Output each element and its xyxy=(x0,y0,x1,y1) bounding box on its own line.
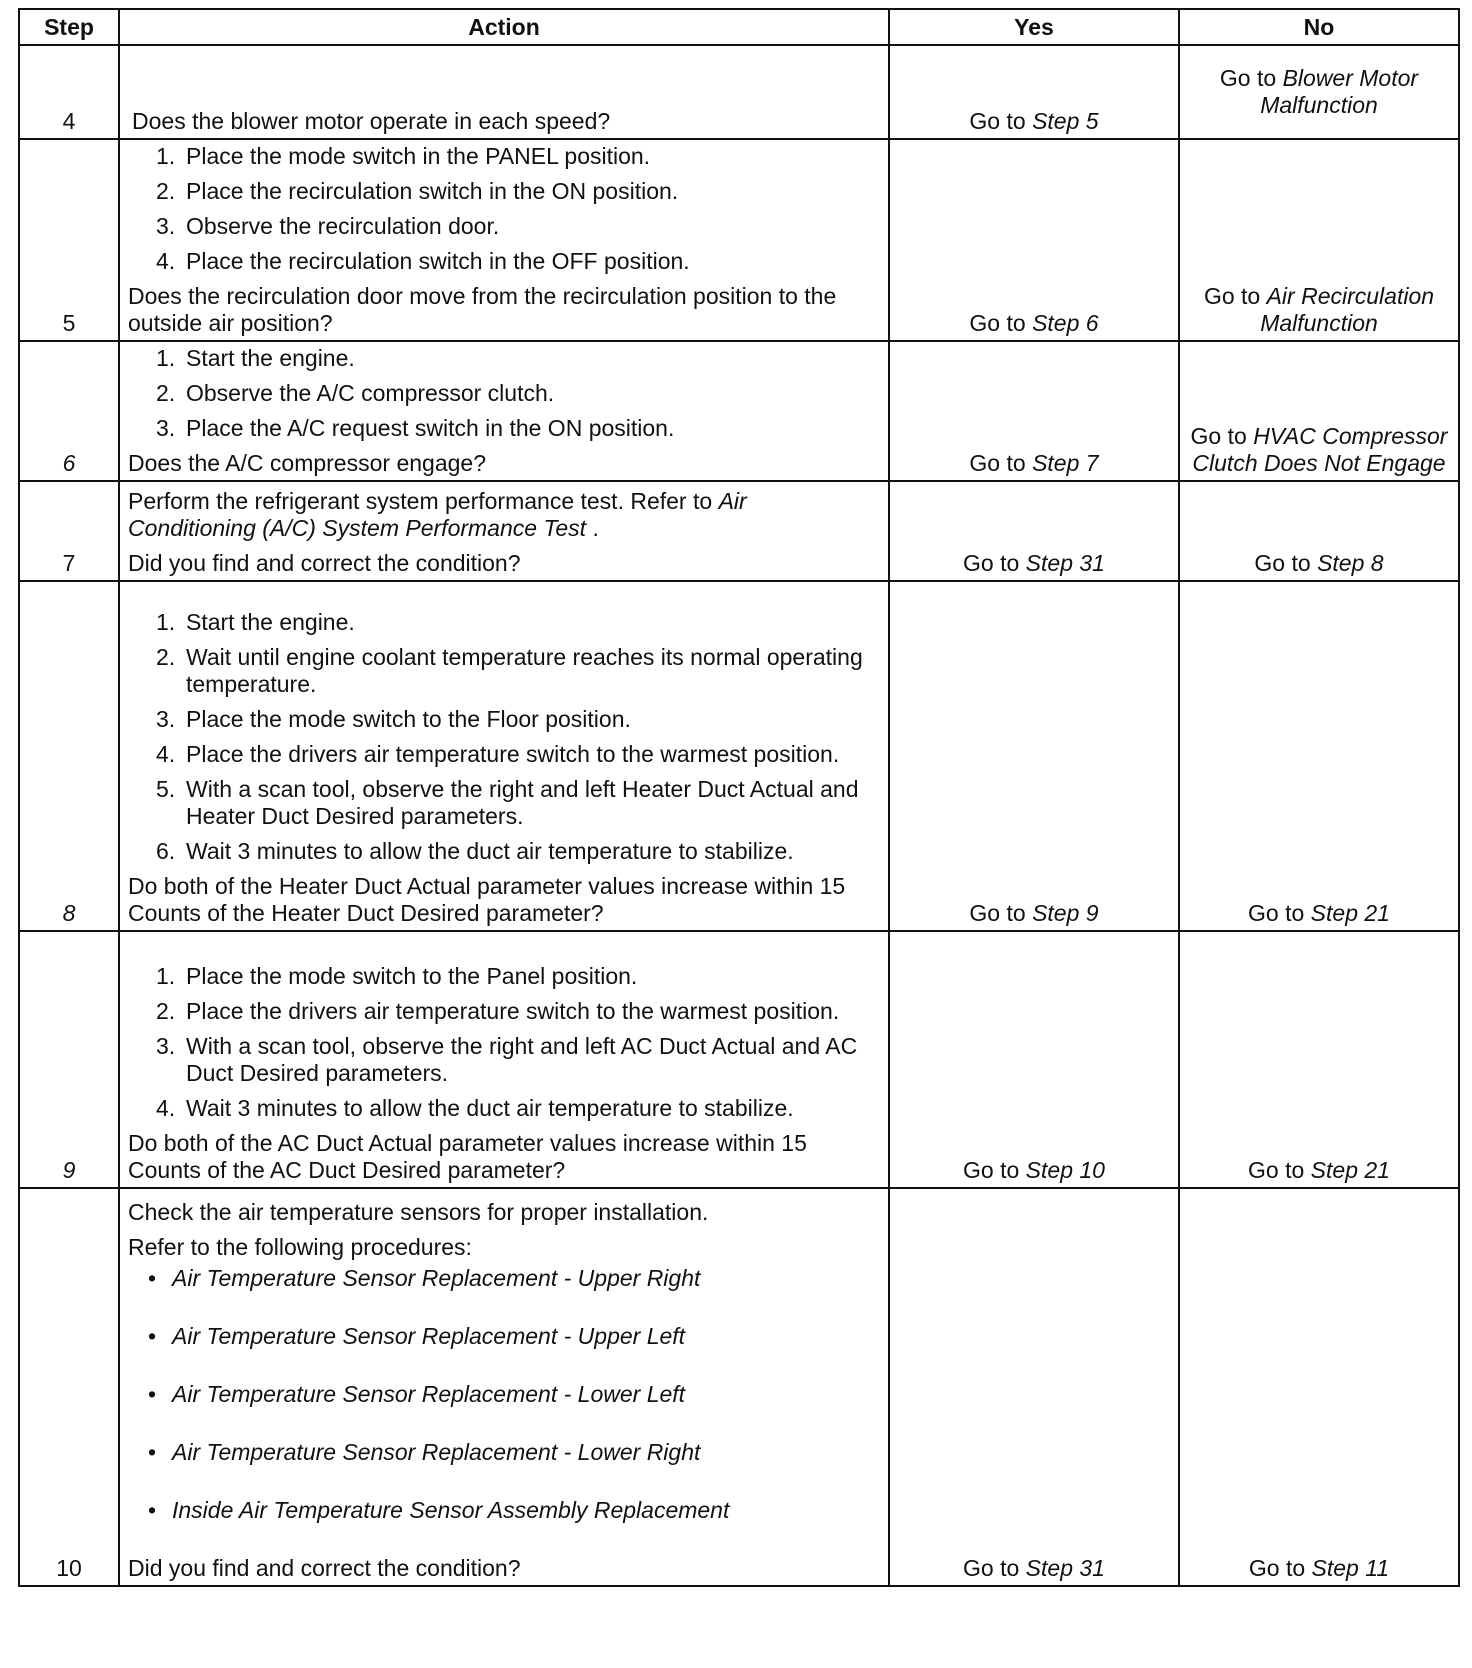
action-cell xyxy=(119,341,889,481)
action-question: Did you find and correct the condition? xyxy=(128,1555,521,1581)
yes-cell xyxy=(889,139,1179,341)
yes-ref-link[interactable]: Step 7 xyxy=(1032,450,1099,476)
no-ref-link[interactable]: Air Recirculation Malfunction xyxy=(1260,283,1435,336)
action-cell xyxy=(119,931,889,1188)
table-row xyxy=(19,139,1459,341)
no-cell xyxy=(1179,139,1459,341)
no-ref-link[interactable]: Step 21 xyxy=(1310,900,1390,926)
list-item: 4. Place the recirculation switch in the OFF position. xyxy=(156,248,690,274)
action-cell xyxy=(119,139,889,341)
step-number: 7 xyxy=(19,481,119,581)
action-question: Did you find and correct the condition? xyxy=(128,550,521,576)
procedure-link[interactable]: Inside Air Temperature Sensor Assembly Replacement xyxy=(172,1497,730,1523)
step-number: 10 xyxy=(19,1188,119,1586)
step-number: 4 xyxy=(19,45,119,139)
action-question: Does the blower motor operate in each speed? xyxy=(132,108,611,134)
yes-prefix: Go to xyxy=(963,550,1026,576)
header-action: Action xyxy=(119,9,889,45)
action-question: Do both of the AC Duct Actual parameter values increase within 15 Counts of the AC Duct Desired parameter? xyxy=(128,1130,807,1183)
header-yes: Yes xyxy=(889,9,1179,45)
no-cell xyxy=(1179,481,1459,581)
action-cell xyxy=(119,1188,889,1586)
action-list xyxy=(128,143,880,275)
no-prefix: Go to xyxy=(1248,900,1311,926)
action-list xyxy=(128,609,880,865)
no-ref-link[interactable]: HVAC Compressor Clutch Does Not Engage xyxy=(1192,423,1448,476)
yes-ref-link[interactable]: Step 31 xyxy=(1025,550,1105,576)
action-line: Check the air temperature sensors for proper installation. xyxy=(128,1199,709,1225)
list-item: 1. Place the mode switch to the Panel position. xyxy=(156,963,638,989)
yes-cell xyxy=(889,931,1179,1188)
list-item: 2. Wait until engine coolant temperature reaches its normal operating temperature. xyxy=(156,644,863,697)
header-no: No xyxy=(1179,9,1459,45)
action-question: Does the recirculation door move from the recirculation position to the outside air position? xyxy=(128,283,837,336)
yes-cell xyxy=(889,481,1179,581)
list-item: 2. Observe the A/C compressor clutch. xyxy=(156,380,555,406)
list-item: 1. Place the mode switch in the PANEL position. xyxy=(156,143,651,169)
list-item: 3. Place the A/C request switch in the ON position. xyxy=(156,415,675,441)
action-lead: Perform the refrigerant system performance test. Refer to Air Conditioning (A/C) System Performance Test . xyxy=(128,488,747,541)
step-number: 8 xyxy=(19,581,119,931)
list-item: • Air Temperature Sensor Replacement - Upper Right xyxy=(148,1265,701,1291)
procedure-list xyxy=(128,1265,880,1524)
yes-ref-link[interactable]: Step 9 xyxy=(1032,900,1099,926)
header-row xyxy=(19,9,1459,45)
yes-cell xyxy=(889,341,1179,481)
list-item: 2. Place the drivers air temperature switch to the warmest position. xyxy=(156,998,840,1024)
table-row xyxy=(19,481,1459,581)
no-cell xyxy=(1179,45,1459,139)
yes-cell xyxy=(889,581,1179,931)
list-item: 1. Start the engine. xyxy=(156,345,355,371)
table-row xyxy=(19,1188,1459,1586)
yes-ref-link[interactable]: Step 5 xyxy=(1032,108,1099,134)
table-row xyxy=(19,45,1459,139)
list-item: 2. Place the recirculation switch in the ON position. xyxy=(156,178,679,204)
no-cell xyxy=(1179,1188,1459,1586)
yes-prefix: Go to xyxy=(969,108,1033,134)
step-number: 9 xyxy=(19,931,119,1188)
yes-prefix: Go to xyxy=(969,900,1033,926)
list-item: 3. Place the mode switch to the Floor position. xyxy=(156,706,631,732)
action-cell xyxy=(119,481,889,581)
list-item: • Inside Air Temperature Sensor Assembly Replacement xyxy=(148,1497,730,1523)
yes-ref-link[interactable]: Step 6 xyxy=(1032,310,1099,336)
action-cell xyxy=(119,45,889,139)
table-row xyxy=(19,581,1459,931)
no-ref-link[interactable]: Step 11 xyxy=(1311,1555,1390,1581)
no-ref-link[interactable]: Step 8 xyxy=(1317,550,1384,576)
no-cell xyxy=(1179,931,1459,1188)
table-row xyxy=(19,931,1459,1188)
yes-cell xyxy=(889,1188,1179,1586)
yes-prefix: Go to xyxy=(963,1555,1026,1581)
no-ref-link[interactable]: Blower Motor Malfunction xyxy=(1260,65,1419,118)
procedure-link[interactable]: Air Temperature Sensor Replacement - Upper Left xyxy=(172,1323,686,1349)
action-list xyxy=(128,963,880,1122)
list-item: • Air Temperature Sensor Replacement - Lower Left xyxy=(148,1381,686,1407)
yes-ref-link[interactable]: Step 31 xyxy=(1025,1555,1105,1581)
no-ref-link[interactable]: Step 21 xyxy=(1310,1157,1390,1183)
no-prefix: Go to xyxy=(1203,283,1267,309)
no-prefix: Go to xyxy=(1190,423,1254,449)
procedure-link[interactable]: Air Temperature Sensor Replacement - Upper Right xyxy=(172,1265,701,1291)
action-list xyxy=(128,345,880,442)
no-cell xyxy=(1179,581,1459,931)
action-cell xyxy=(119,581,889,931)
diagnostic-table xyxy=(18,8,1460,1587)
no-prefix: Go to xyxy=(1248,1555,1312,1581)
list-item: • Air Temperature Sensor Replacement - Lower Right xyxy=(148,1439,701,1465)
header-step: Step xyxy=(19,9,119,45)
no-cell xyxy=(1179,341,1459,481)
list-item: 3. Observe the recirculation door. xyxy=(156,213,500,239)
list-item: 3. With a scan tool, observe the right and left AC Duct Actual and AC Duct Desired parameters. xyxy=(156,1033,858,1086)
procedure-link[interactable]: Air Temperature Sensor Replacement - Lower Left xyxy=(172,1381,686,1407)
list-item: 4. Wait 3 minutes to allow the duct air temperature to stabilize. xyxy=(156,1095,794,1121)
yes-prefix: Go to xyxy=(963,1157,1026,1183)
table-row xyxy=(19,341,1459,481)
step-number: 5 xyxy=(19,139,119,341)
no-prefix: Go to xyxy=(1254,550,1318,576)
yes-ref-link[interactable]: Step 10 xyxy=(1025,1157,1105,1183)
list-item: • Air Temperature Sensor Replacement - Upper Left xyxy=(148,1323,686,1349)
action-question: Do both of the Heater Duct Actual parameter values increase within 15 Counts of the Heater Duct Desired parameter? xyxy=(128,873,846,926)
procedure-link[interactable]: Air Conditioning (A/C) System Performance Test xyxy=(128,488,747,541)
yes-prefix: Go to xyxy=(969,450,1033,476)
table-header xyxy=(19,9,1459,45)
list-item: 6. Wait 3 minutes to allow the duct air temperature to stabilize. xyxy=(156,838,794,864)
list-item: 5. With a scan tool, observe the right and left Heater Duct Actual and Heater Duct Desired parameters. xyxy=(156,776,859,829)
no-prefix: Go to xyxy=(1219,65,1283,91)
action-line: Refer to the following procedures: xyxy=(128,1234,472,1260)
list-item: 4. Place the drivers air temperature switch to the warmest position. xyxy=(156,741,840,767)
action-question: Does the A/C compressor engage? xyxy=(128,450,486,476)
yes-prefix: Go to xyxy=(969,310,1033,336)
list-item: 1. Start the engine. xyxy=(156,609,355,635)
step-number: 6 xyxy=(19,341,119,481)
yes-cell xyxy=(889,45,1179,139)
procedure-link[interactable]: Air Temperature Sensor Replacement - Lower Right xyxy=(172,1439,701,1465)
no-prefix: Go to xyxy=(1248,1157,1311,1183)
